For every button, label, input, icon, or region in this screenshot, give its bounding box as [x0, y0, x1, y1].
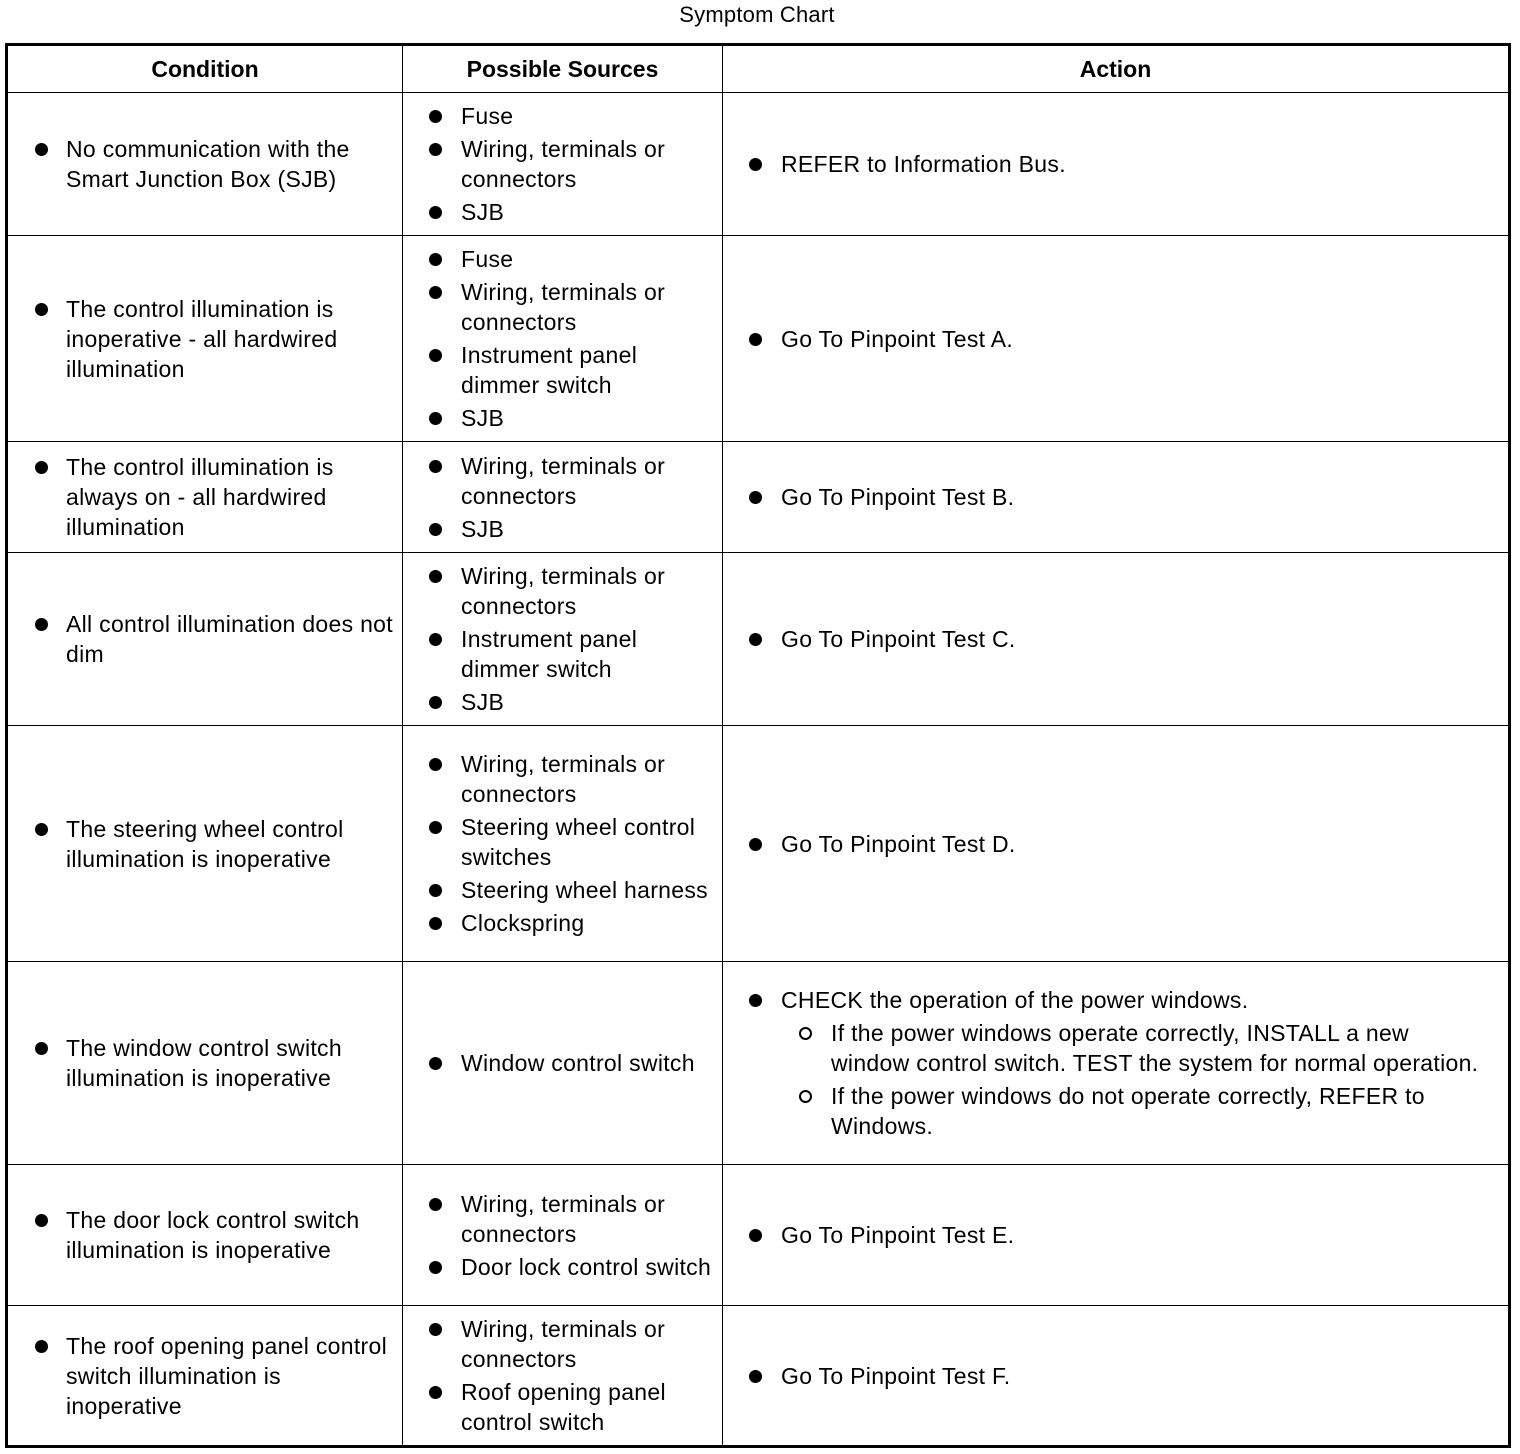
source-item: SJB: [403, 403, 722, 433]
table-row: [7, 726, 1510, 962]
header-action: Action: [723, 45, 1510, 93]
header-row: [7, 45, 1510, 93]
action-text: Go To Pinpoint Test A.: [723, 324, 1508, 354]
action-cell: [723, 962, 1510, 1165]
condition-cell: [7, 236, 403, 442]
condition-text: The steering wheel control illumination is inoperative: [8, 814, 402, 874]
condition-cell: [7, 1306, 403, 1447]
source-item: Wiring, terminals or connectors: [403, 749, 722, 809]
condition-text: No communication with the Smart Junction Box (SJB): [8, 134, 402, 194]
condition-cell: [7, 553, 403, 726]
source-item: Wiring, terminals or connectors: [403, 1314, 722, 1374]
action-cell: [723, 236, 1510, 442]
action-cell: [723, 1165, 1510, 1306]
action-text: Go To Pinpoint Test D.: [723, 829, 1508, 859]
table-row: [7, 93, 1510, 236]
table-row: [7, 236, 1510, 442]
table-row: [7, 442, 1510, 553]
action-text: Go To Pinpoint Test F.: [723, 1361, 1508, 1391]
sources-cell: [403, 962, 723, 1165]
source-item: Roof opening panel control switch: [403, 1377, 722, 1437]
sources-cell: [403, 553, 723, 726]
sources-cell: [403, 1165, 723, 1306]
source-item: Instrument panel dimmer switch: [403, 340, 722, 400]
source-item: Fuse: [403, 101, 722, 131]
condition-text: The window control switch illumination is inoperative: [8, 1033, 402, 1093]
action-text: CHECK the operation of the power windows.: [781, 987, 1249, 1013]
table-row: [7, 962, 1510, 1165]
action-item: [723, 985, 1508, 1141]
condition-text: The control illumination is inoperative - all hardwired illumination: [8, 294, 402, 384]
action-cell: [723, 553, 1510, 726]
action-cell: [723, 93, 1510, 236]
source-item: SJB: [403, 687, 722, 717]
source-item: SJB: [403, 514, 722, 544]
sources-cell: [403, 93, 723, 236]
source-item: SJB: [403, 197, 722, 227]
condition-text: All control illumination does not dim: [8, 609, 402, 669]
source-item: Wiring, terminals or connectors: [403, 134, 722, 194]
table-row: [7, 553, 1510, 726]
condition-cell: [7, 442, 403, 553]
source-item: Wiring, terminals or connectors: [403, 277, 722, 337]
source-item: Door lock control switch: [403, 1252, 722, 1282]
action-text: Go To Pinpoint Test E.: [723, 1220, 1508, 1250]
source-item: Wiring, terminals or connectors: [403, 451, 722, 511]
condition-text: The roof opening panel control switch illumination is inoperative: [8, 1331, 402, 1421]
action-cell: [723, 442, 1510, 553]
source-item: Wiring, terminals or connectors: [403, 561, 722, 621]
source-item: Clockspring: [403, 908, 722, 938]
condition-text: The door lock control switch illumination is inoperative: [8, 1205, 402, 1265]
source-item: Instrument panel dimmer switch: [403, 624, 722, 684]
sources-cell: [403, 236, 723, 442]
source-item: Steering wheel control switches: [403, 812, 722, 872]
condition-cell: [7, 962, 403, 1165]
source-item: Wiring, terminals or connectors: [403, 1189, 722, 1249]
symptom-chart-table: [5, 43, 1511, 1448]
source-item: Window control switch: [403, 1048, 722, 1078]
condition-text: The control illumination is always on - all hardwired illumination: [8, 452, 402, 542]
action-text: Go To Pinpoint Test C.: [723, 624, 1508, 654]
action-cell: [723, 1306, 1510, 1447]
condition-cell: [7, 1165, 403, 1306]
action-sub-item: If the power windows do not operate correctly, REFER to Windows.: [781, 1081, 1508, 1141]
action-text: Go To Pinpoint Test B.: [723, 482, 1508, 512]
action-sub-item: If the power windows operate correctly, INSTALL a new window control switch. TEST the system for normal operation.: [781, 1018, 1508, 1078]
table-caption: Symptom Chart: [679, 2, 835, 27]
table-row: [7, 1165, 1510, 1306]
header-possible-sources: Possible Sources: [403, 45, 723, 93]
table-row: [7, 1306, 1510, 1447]
sources-cell: [403, 442, 723, 553]
source-item: Fuse: [403, 244, 722, 274]
condition-cell: [7, 726, 403, 962]
source-item: Steering wheel harness: [403, 875, 722, 905]
header-condition: Condition: [7, 45, 403, 93]
condition-cell: [7, 93, 403, 236]
sources-cell: [403, 1306, 723, 1447]
sources-cell: [403, 726, 723, 962]
action-cell: [723, 726, 1510, 962]
action-text: REFER to Information Bus.: [723, 149, 1508, 179]
